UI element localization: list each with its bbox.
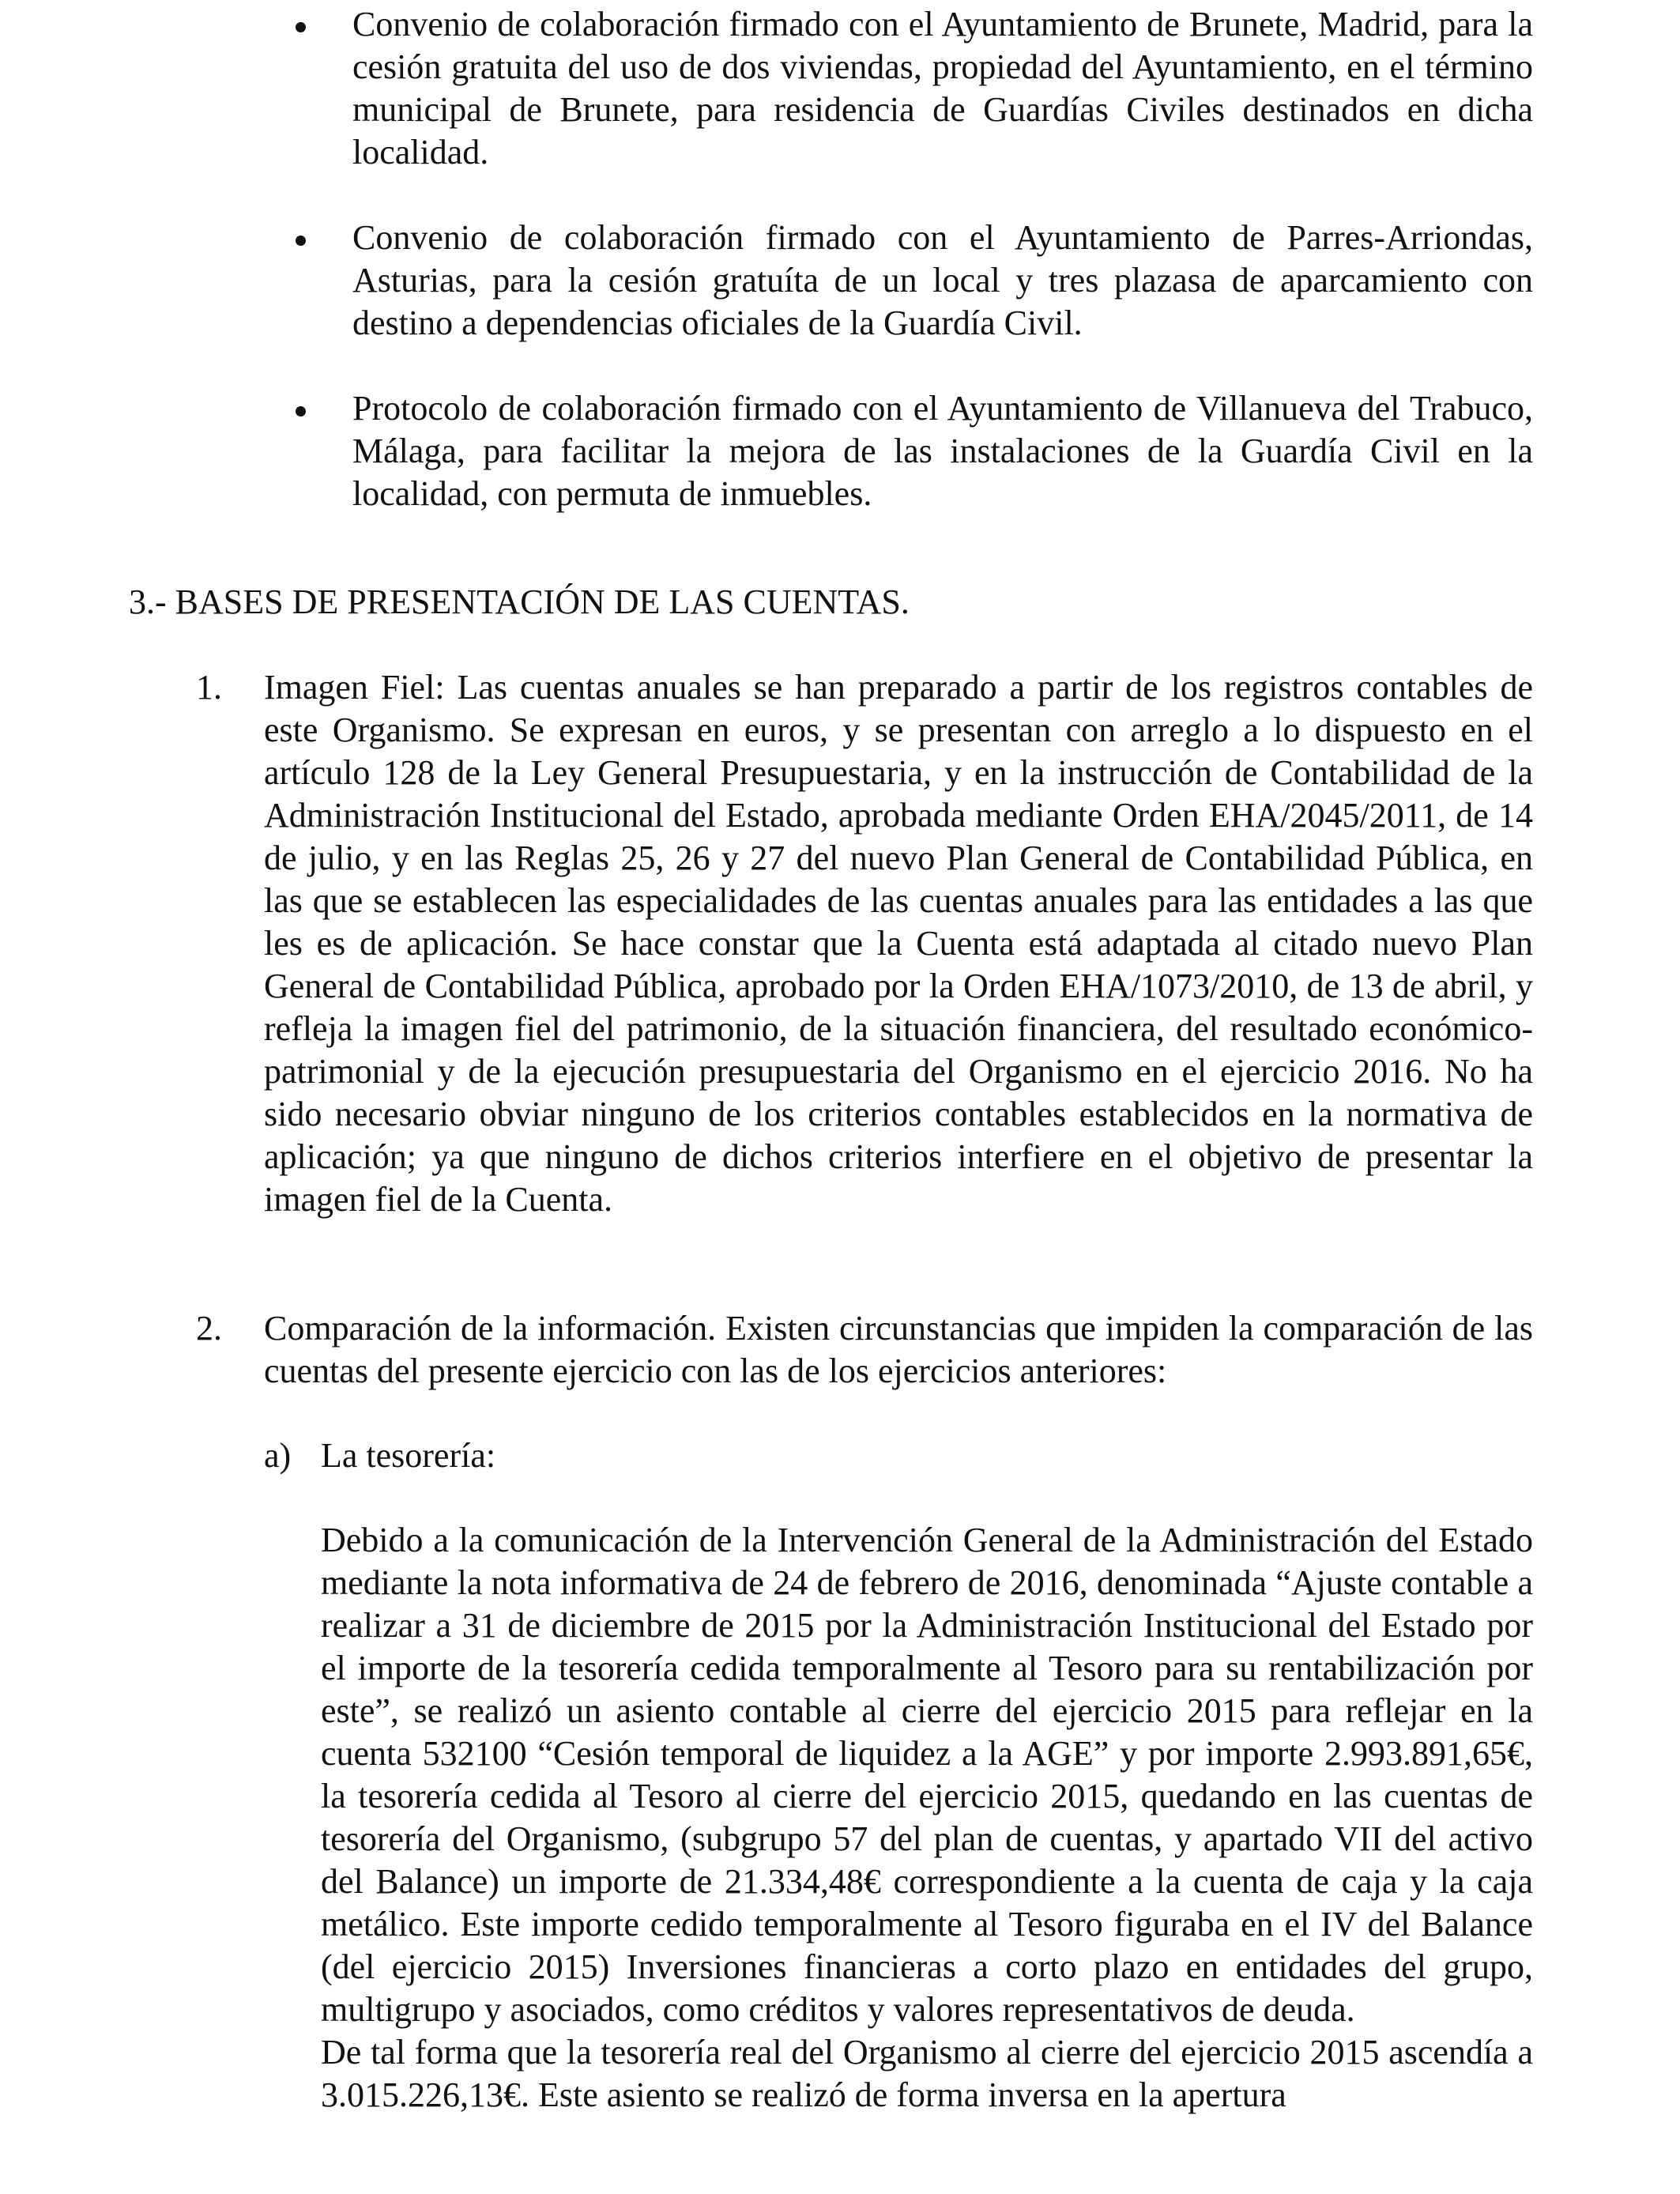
subitem-paragraph: De tal forma que la tesorería real del Organismo al cierre del ejercicio 2015 ascendía a 3.015.226,13€. Este asiento se realizó de forma inversa en la apertura: [321, 2033, 1533, 2114]
subitem-body: [321, 1519, 1533, 2117]
bullet-icon: [296, 406, 306, 417]
item-text: Imagen Fiel: Las cuentas anuales se han preparado a partir de los registros contables de este Organismo. Se expresan en euros, y se presentan con arreglo a lo dispuesto en el artículo 128 de la Ley General Presupuestaria, y en la instrucción de Contabilidad de la Administración Institucional del Estado, aprobada mediante Orden EHA/2045/2011, de 14 de julio, y en las Reglas 25, 26 y 27 del nuevo Plan General de Contabilidad Pública, en las que se establecen las especialidades de las cuentas anuales para las entidades a las que les es de aplicación. Se hace constar que la Cuenta está adaptada al citado nuevo Plan General de Contabilidad Pública, aprobado por la Orden EHA/1073/2010, de 13 de abril, y refleja la imagen fiel del patrimonio, de la situación financiera, del resultado económico-patrimonial y de la ejecución presupuestaria del Organismo en el ejercicio 2016. No ha sido necesario obviar ninguno de los criterios contables establecidos en la normativa de aplicación; ya que ninguno de dichos criterios interfiere en el objetivo de presentar la imagen fiel de la Cuenta.: [264, 668, 1533, 1219]
bullet-item: [352, 387, 1533, 515]
subitem-paragraph: Debido a la comunicación de la Intervención General de la Administración del Estado mediante la nota informativa de 24 de febrero de 2016, denominada “Ajuste contable a realizar a 31 de diciembre de 2015 por la Administración Institucional del Estado por el importe de la tesorería cedida temporalmente al Tesoro para su rentabilización por este”, se realizó un asiento contable al cierre del ejercicio 2015 para reflejar en la cuenta 532100 “Cesión temporal de liquidez a la AGE” y por importe 2.993.891,65€, la tesorería cedida al Tesoro al cierre del ejercicio 2015, quedando en las cuentas de tesorería del Organismo, (subgrupo 57 del plan de cuentas, y apartado VII del activo del Balance) un importe de 21.334,48€ correspondiente a la cuenta de caja y la caja metálico. Este importe cedido temporalmente al Tesoro figuraba en el IV del Balance (del ejercicio 2015) Inversiones financieras a corto plazo en entidades del grupo, multigrupo y asociados, como créditos y valores representativos de deuda.: [321, 1521, 1533, 2029]
bullet-text: Protocolo de colaboración firmado con el Ayuntamiento de Villanueva del Trabuco, Málaga, para facilitar la mejora de las instalaciones de la Guardía Civil en la localidad, con permuta de inmuebles.: [352, 389, 1533, 513]
bullet-list: [352, 3, 1533, 558]
numbered-item-1: [196, 666, 1533, 1221]
lettered-item-a: [264, 1434, 1533, 1477]
bullet-text: Convenio de colaboración firmado con el Ayuntamiento de Brunete, Madrid, para la cesión gratuita del uso de dos viviendas, propiedad del Ayuntamiento, en el término municipal de Brunete, para residencia de Guardías Civiles destinados en dicha localidad.: [352, 5, 1533, 172]
item-number: 2.: [196, 1309, 222, 1348]
bullet-icon: [296, 22, 306, 32]
bullet-icon: [296, 236, 306, 246]
item-letter: a): [264, 1436, 292, 1475]
numbered-item-2: [196, 1307, 1533, 1393]
section-heading: 3.- BASES DE PRESENTACIÓN DE LAS CUENTAS.: [129, 582, 910, 621]
subitem-title: La tesorería:: [321, 1436, 496, 1475]
item-number: 1.: [196, 668, 222, 707]
bullet-text: Convenio de colaboración firmado con el Ayuntamiento de Parres-Arriondas, Asturias, para la cesión gratuíta de un local y tres plazasa de aparcamiento con destino a dependencias oficiales de la Guardía Civil.: [352, 218, 1533, 342]
item-text: Comparación de la información. Existen circunstancias que impiden la comparación de las cuentas del presente ejercicio con las de los ejercicios anteriores:: [264, 1309, 1533, 1390]
bullet-item: [352, 3, 1533, 174]
bullet-item: [352, 217, 1533, 345]
